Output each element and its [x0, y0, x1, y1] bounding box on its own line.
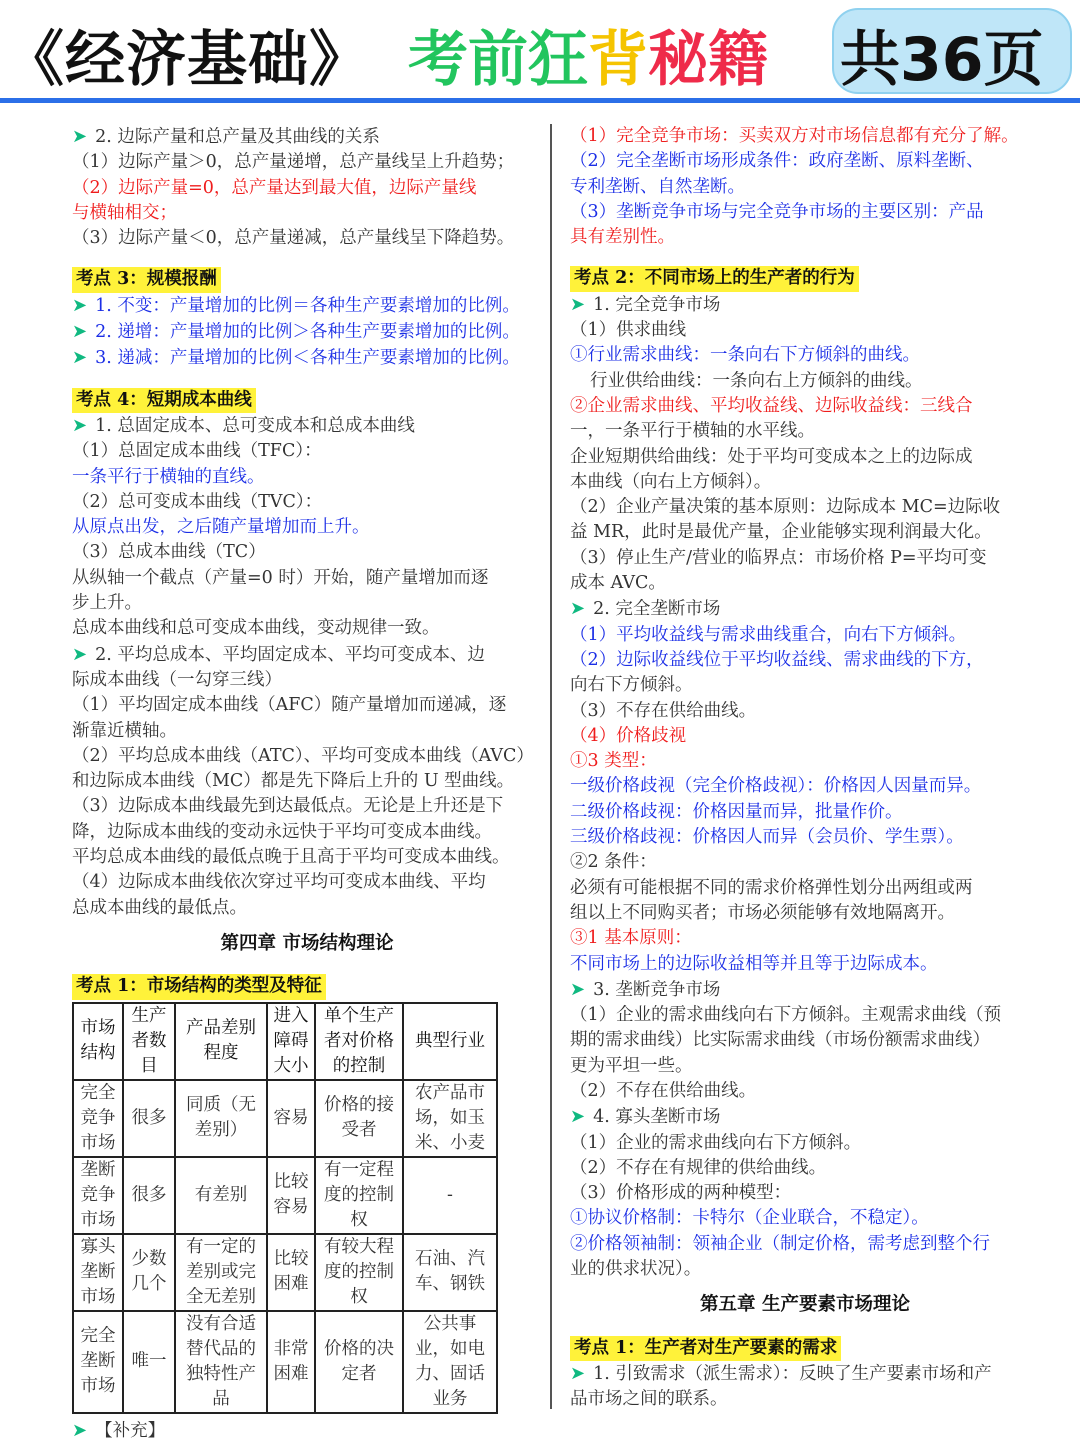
- table-cell: 同质（无差别）: [175, 1080, 267, 1157]
- banner-title-slogan: [408, 12, 768, 98]
- table-header-cell: 生产者数目: [123, 1003, 175, 1080]
- text-line: 总成本曲线和总可变成本曲线，变动规律一致。: [72, 618, 440, 639]
- text-line: （3）不存在供给曲线。: [570, 700, 757, 721]
- text-line: 行业供给曲线：一条向右上方倾斜的曲线。: [590, 370, 923, 391]
- text-line: （1）供求曲线: [570, 320, 687, 341]
- bullet-arrow-icon: ➤: [72, 294, 88, 316]
- text-line: （2）边际收益线位于平均收益线、需求曲线的下方，: [570, 649, 984, 670]
- text-line: ①行业需求曲线：一条向右下方倾斜的曲线。: [570, 345, 920, 366]
- table-cell: 公共事业，如电力、固话业务: [403, 1311, 497, 1413]
- table-cell: 完全垄断市场: [73, 1311, 123, 1413]
- banner-slogan-part-b: 狂: [528, 25, 588, 95]
- text-line: 渐靠近横轴。: [72, 720, 177, 741]
- text-line: 成本 AVC。: [570, 573, 666, 594]
- text-line: ②价格领袖制：领袖企业（制定价格，需考虑到整个行: [570, 1233, 990, 1254]
- table-cell: 垄断竞争市场: [73, 1157, 123, 1234]
- text-line: （4）价格歧视: [570, 725, 687, 746]
- bullet-arrow-icon: ➤: [72, 414, 88, 436]
- text-line: （3）边际产量＜0，总产量递减，总产量线呈下降趋势。: [72, 228, 515, 249]
- banner-slogan-part-a: 考前: [408, 25, 528, 95]
- text-line: 一级价格歧视（完全价格歧视）：价格因人因量而异。: [570, 776, 982, 797]
- table-row: [73, 1234, 497, 1311]
- text-line: （2）平均总成本曲线（ATC）、平均可变成本曲线（AVC）: [72, 745, 534, 766]
- text-line: 更为平坦一些。: [570, 1055, 693, 1076]
- text-line: ➤ 2. 平均总成本、平均固定成本、平均可变成本、边: [72, 643, 485, 665]
- title-banner: [0, 0, 1080, 100]
- column-divider: [550, 124, 552, 1409]
- table-cell: 寡头垄断市场: [73, 1234, 123, 1311]
- section-heading: 考点 4：短期成本曲线: [72, 388, 256, 413]
- section-heading: 考点 1：生产者对生产要素的需求: [570, 1336, 841, 1361]
- table-header-row: [73, 1003, 497, 1080]
- table-cell: 很多: [123, 1157, 175, 1234]
- table-cell: 价格的接受者: [315, 1080, 403, 1157]
- text-line: ➤ 3. 垄断竞争市场: [570, 978, 721, 1000]
- table-cell: -: [403, 1157, 497, 1234]
- bullet-arrow-icon: ➤: [72, 126, 88, 147]
- table-cell: 没有合适替代品的独特性产品: [175, 1311, 267, 1413]
- table-row: [73, 1311, 497, 1413]
- text-line: ➤ 【补充】: [72, 1419, 166, 1441]
- text-line: ②企业需求曲线、平均收益线、边际收益线：三线合: [570, 395, 973, 416]
- table-cell: 很多: [123, 1080, 175, 1157]
- text-line: 专利垄断、自然垄断。: [570, 176, 745, 197]
- text-line: ➤ 1. 引致需求（派生需求）：反映了生产要素市场和产: [570, 1362, 992, 1384]
- text-line: ②2 条件：: [570, 852, 657, 873]
- text-line: （1）企业的需求曲线向右下方倾斜。: [570, 1132, 862, 1153]
- bullet-arrow-icon: ➤: [570, 293, 586, 315]
- text-line: （1）总固定成本曲线（TFC）：: [72, 441, 322, 462]
- bullet-arrow-icon: ➤: [72, 321, 88, 343]
- bullet-arrow-icon: ➤: [72, 1419, 88, 1441]
- table-row: [73, 1080, 497, 1157]
- text-line: 总成本曲线的最低点。: [72, 897, 247, 918]
- banner-page-count: 共36页: [840, 25, 1044, 95]
- table-header-cell: 单个生产者对价格的控制: [315, 1003, 403, 1080]
- table-cell: 比较容易: [267, 1157, 315, 1234]
- text-line: 和边际成本曲线（MC）都是先下降后上升的 U 型曲线。: [72, 771, 515, 792]
- text-line: ①协议价格制：卡特尔（企业联合，不稳定）。: [570, 1208, 929, 1229]
- table-cell: 有一定的差别或完全无差别: [175, 1234, 267, 1311]
- text-line: 二级价格歧视：价格因量而异，批量作价。: [570, 801, 903, 822]
- text-line: （3）停止生产/营业的临界点：市场价格 P=平均可变: [570, 547, 987, 568]
- table-cell: 非常困难: [267, 1311, 315, 1413]
- text-line: ➤ 1. 总固定成本、总可变成本和总成本曲线: [72, 414, 415, 436]
- text-line: 业的供求状况）。: [570, 1259, 702, 1280]
- text-line: （3）价格形成的两种模型：: [570, 1183, 792, 1204]
- bullet-arrow-icon: ➤: [570, 1362, 586, 1384]
- table-cell: 有较大程度的控制权: [315, 1234, 403, 1311]
- text-line: （1）边际产量＞0，总产量递增，总产量线呈上升趋势；: [72, 152, 515, 173]
- table-cell: 比较困难: [267, 1234, 315, 1311]
- table-cell: 价格的决定者: [315, 1311, 403, 1413]
- text-line: 本曲线（向右上方倾斜）。: [570, 471, 772, 492]
- table-cell: 石油、汽车、钢铁: [403, 1234, 497, 1311]
- text-line: 从原点出发，之后随产量增加而上升。: [72, 517, 370, 538]
- text-line: （2）边际产量=0，总产量达到最大值，边际产量线: [72, 177, 477, 198]
- table-row: [73, 1157, 497, 1234]
- bullet-arrow-icon: ➤: [72, 347, 88, 369]
- text-line: ➤ 1. 完全竞争市场: [570, 293, 721, 315]
- text-line: （1）完全竞争市场：买卖双方对市场信息都有充分了解。: [570, 126, 1019, 146]
- banner-title-book: 《经济基础》: [4, 25, 370, 95]
- text-line: 一条平行于横轴的直线。: [72, 466, 265, 487]
- text-line: （2）企业产量决策的基本原则：边际成本 MC=边际收: [570, 497, 1001, 518]
- text-line: ➤ 4. 寡头垄断市场: [570, 1106, 721, 1128]
- table-header-cell: 进入障碍大小: [267, 1003, 315, 1080]
- market-structure-table: [72, 1002, 498, 1414]
- text-line: 品市场之间的联系。: [570, 1389, 728, 1410]
- text-line: ➤ 1. 不变：产量增加的比例＝各种生产要素增加的比例。: [72, 294, 520, 316]
- text-line: 平均总成本曲线的最低点晚于且高于平均可变成本曲线。: [72, 847, 510, 868]
- text-line: 企业短期供给曲线：处于平均可变成本之上的边际成: [570, 446, 973, 467]
- text-line: 向右下方倾斜。: [570, 675, 693, 696]
- text-line: （1）企业的需求曲线向右下方倾斜。主观需求曲线（预: [570, 1005, 1002, 1026]
- banner-slogan-part-d: 秘籍: [648, 25, 768, 95]
- text-line: ➤ 2. 递增：产量增加的比例＞各种生产要素增加的比例。: [72, 321, 520, 343]
- table-cell: 农产品市场，如玉米、小麦: [403, 1080, 497, 1157]
- chapter-title: 第四章 市场结构理论: [220, 932, 394, 954]
- text-line: ➤ 2. 完全垄断市场: [570, 598, 721, 620]
- table-cell: 少数几个: [123, 1234, 175, 1311]
- bullet-arrow-icon: ➤: [570, 1106, 586, 1128]
- text-line: （2）不存在有规律的供给曲线。: [570, 1157, 827, 1178]
- text-line: （2）完全垄断市场形成条件：政府垄断、原料垄断、: [570, 151, 984, 172]
- table-header-cell: 产品差别程度: [175, 1003, 267, 1080]
- section-heading: 考点 2：不同市场上的生产者的行为: [570, 266, 859, 291]
- right-column: [570, 124, 1040, 1413]
- table-cell: 容易: [267, 1080, 315, 1157]
- text-line: 期的需求曲线）比实际需求曲线（市场份额需求曲线）: [570, 1030, 990, 1051]
- text-line: （3）垄断竞争市场与完全竞争市场的主要区别：产品: [570, 201, 984, 222]
- section-heading: 考点 3：规模报酬: [72, 267, 221, 292]
- text-line: 不同市场上的边际收益相等并且等于边际成本。: [570, 953, 938, 974]
- bullet-arrow-icon: ➤: [72, 643, 88, 665]
- text-line: 益 MR，此时是最优产量，企业能够实现利润最大化。: [570, 522, 992, 543]
- text-line: ➤ 3. 递减：产量增加的比例＜各种生产要素增加的比例。: [72, 347, 520, 369]
- header-rule: [0, 98, 1080, 103]
- text-line: 具有差别性。: [570, 227, 675, 248]
- text-line: ①3 类型：: [570, 751, 657, 772]
- text-line: （3）总成本曲线（TC）: [72, 542, 266, 563]
- text-line: （2）不存在供给曲线。: [570, 1080, 757, 1101]
- text-line: ➤ 2. 边际产量和总产量及其曲线的关系: [72, 126, 380, 147]
- bullet-arrow-icon: ➤: [570, 598, 586, 620]
- text-line: （2）总可变成本曲线（TVC）：: [72, 491, 323, 512]
- text-line: 必须有可能根据不同的需求价格弹性划分出两组或两: [570, 877, 973, 898]
- banner-slogan-part-c: 背: [588, 25, 648, 95]
- chapter-title: 第五章 生产要素市场理论: [700, 1294, 910, 1316]
- table-header-cell: 市场结构: [73, 1003, 123, 1080]
- table-cell: 有差别: [175, 1157, 267, 1234]
- text-line: 从纵轴一个截点（产量=0 时）开始，随产量增加而逐: [72, 567, 489, 588]
- text-line: （1）平均固定成本曲线（AFC）随产量增加而递减，逐: [72, 695, 507, 716]
- text-line: 降，边际成本曲线的变动永远快于平均可变成本曲线。: [72, 821, 492, 842]
- text-line: 际成本曲线（一勾穿三线）: [72, 669, 282, 690]
- text-line: 组以上不同购买者；市场必须能够有效地隔离开。: [570, 902, 955, 923]
- text-line: 步上升。: [72, 593, 142, 614]
- table-header-cell: 典型行业: [403, 1003, 497, 1080]
- text-line: （4）边际成本曲线依次穿过平均可变成本曲线、平均: [72, 872, 486, 893]
- text-line: 一，一条平行于横轴的水平线。: [570, 421, 815, 442]
- text-line: 三级价格歧视：价格因人而异（会员价、学生票）。: [570, 827, 964, 848]
- table-cell: 有一定程度的控制权: [315, 1157, 403, 1234]
- section-heading: 考点 1：市场结构的类型及特征: [72, 974, 326, 999]
- bullet-arrow-icon: ➤: [570, 978, 586, 1000]
- text-line: ③1 基本原则：: [570, 928, 692, 949]
- text-line: 与横轴相交；: [72, 202, 177, 223]
- text-line: （3）边际成本曲线最先到达最低点。无论是上升还是下: [72, 796, 504, 817]
- table-cell: 唯一: [123, 1311, 175, 1413]
- table-cell: 完全竞争市场: [73, 1080, 123, 1157]
- text-line: （1）平均收益线与需求曲线重合，向右下方倾斜。: [570, 624, 967, 645]
- left-column: [72, 124, 542, 1444]
